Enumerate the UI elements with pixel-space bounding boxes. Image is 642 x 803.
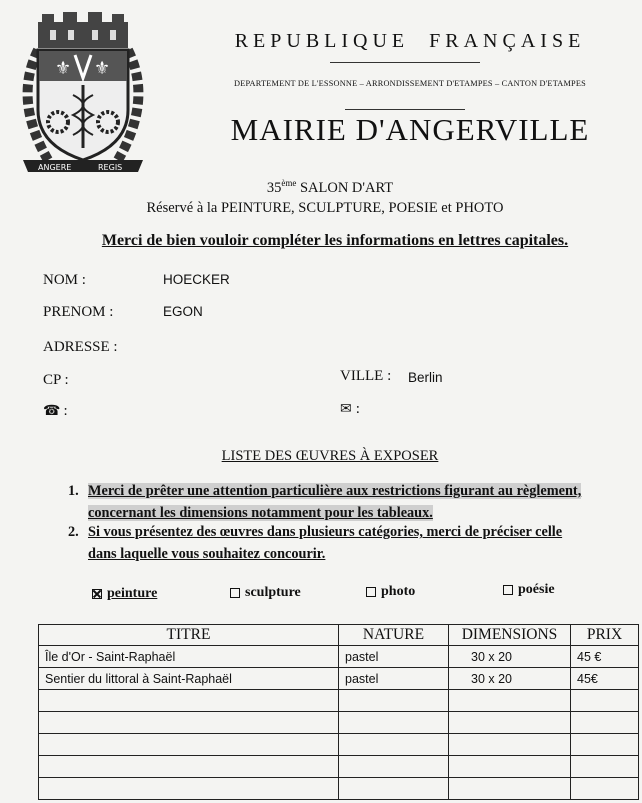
cell-titre[interactable] (39, 690, 339, 712)
coat-of-arms-logo (8, 10, 158, 175)
cell-dimensions[interactable] (449, 756, 571, 778)
ville-label: VILLE : (340, 368, 392, 384)
note-text: concernant les dimensions notamment pour les tableaux. (88, 505, 433, 521)
col-header-nature: NATURE (339, 625, 449, 646)
header-divider (345, 109, 465, 110)
salon-number-suffix: ème (281, 178, 297, 188)
checked-box-icon[interactable] (92, 589, 102, 599)
crest-motto-right: REGIS (98, 163, 123, 172)
table-row (39, 778, 639, 800)
instruction-heading: Merci de bien vouloir compléter les informations en lettres capitales. (101, 232, 569, 249)
cell-nature[interactable] (339, 712, 449, 734)
category-photo[interactable] (366, 584, 415, 600)
table-row (39, 734, 639, 756)
works-list-title: LISTE DES ŒUVRES À EXPOSER (221, 448, 439, 464)
cell-dimensions[interactable] (449, 778, 571, 800)
nom-label: NOM : (43, 272, 86, 288)
cell-prix[interactable] (571, 756, 639, 778)
category-label: sculpture (245, 585, 301, 600)
email-label: : (355, 401, 360, 417)
cell-dimensions[interactable]: 30 x 20 (449, 646, 571, 668)
email-row (340, 401, 360, 418)
cell-titre[interactable]: Sentier du littoral à Saint-Raphaël (39, 668, 339, 690)
cell-nature[interactable]: pastel (339, 646, 449, 668)
note-text: dans laquelle vous souhaitez concourir. (88, 546, 326, 562)
nom-field[interactable]: HOECKER (163, 272, 230, 287)
table-row (39, 646, 639, 668)
note-text: Si vous présentez des œuvres dans plusieurs catégories, merci de préciser celle (88, 524, 563, 540)
salon-title (120, 178, 540, 197)
table-row (39, 712, 639, 734)
phone-icon: ☎ (43, 404, 61, 419)
col-header-titre: TITRE (39, 625, 339, 646)
category-sculpture[interactable] (230, 585, 301, 601)
checkbox-icon[interactable] (366, 587, 376, 597)
envelope-icon: ✉ (340, 402, 352, 417)
col-header-prix: PRIX (571, 625, 639, 646)
cell-dimensions[interactable]: 30 x 20 (449, 668, 571, 690)
cell-prix[interactable] (571, 712, 639, 734)
cell-dimensions[interactable] (449, 734, 571, 756)
note-number: 1. (68, 483, 79, 499)
cell-titre[interactable]: Île d'Or - Saint-Raphaël (39, 646, 339, 668)
category-label: poésie (518, 582, 555, 597)
note-number: 2. (68, 524, 79, 540)
note-2 (68, 521, 628, 565)
cell-prix[interactable]: 45€ (571, 668, 639, 690)
republic-title: REPUBLIQUE FRANÇAISE (234, 30, 586, 52)
col-header-dimensions: DIMENSIONS (449, 625, 571, 646)
category-label: photo (381, 584, 416, 599)
cell-nature[interactable] (339, 734, 449, 756)
svg-text:⚜: ⚜ (94, 58, 111, 79)
crest-motto-left: ANGERE (38, 163, 72, 172)
note-1 (68, 480, 628, 524)
salon-number: 35 (266, 179, 282, 196)
cell-nature[interactable]: pastel (339, 668, 449, 690)
works-table (38, 624, 639, 800)
phone-label: : (63, 403, 68, 419)
category-poesie[interactable] (503, 582, 555, 598)
cell-prix[interactable]: 45 € (571, 646, 639, 668)
note-text: Merci de prêter une attention particulière aux restrictions figurant au règlement, (88, 483, 582, 499)
cell-prix[interactable] (571, 778, 639, 800)
cell-prix[interactable] (571, 690, 639, 712)
cell-dimensions[interactable] (449, 690, 571, 712)
header-divider (330, 62, 480, 63)
salon-reserved: Réservé à la PEINTURE, SCULPTURE, POESIE et PHOTO (146, 200, 504, 216)
checkbox-icon[interactable] (230, 588, 240, 598)
cell-titre[interactable] (39, 778, 339, 800)
cell-titre[interactable] (39, 712, 339, 734)
cell-dimensions[interactable] (449, 712, 571, 734)
svg-text:⚜: ⚜ (55, 58, 72, 79)
salon-name: SALON D'ART (296, 179, 394, 196)
phone-row (43, 403, 68, 420)
table-row (39, 668, 639, 690)
cell-nature[interactable] (339, 690, 449, 712)
adresse-label: ADRESSE : (43, 339, 118, 355)
cell-nature[interactable] (339, 778, 449, 800)
cell-titre[interactable] (39, 734, 339, 756)
table-row (39, 756, 639, 778)
cp-label: CP : (43, 372, 69, 388)
table-header-row (39, 625, 639, 646)
cell-nature[interactable] (339, 756, 449, 778)
category-label: peinture (107, 586, 158, 601)
cell-prix[interactable] (571, 734, 639, 756)
category-peinture[interactable] (92, 586, 171, 602)
prenom-field[interactable]: EGON (163, 304, 203, 319)
cell-titre[interactable] (39, 756, 339, 778)
prenom-label: PRENOM : (43, 304, 114, 320)
mairie-title: MAIRIE D'ANGERVILLE (230, 112, 590, 147)
ville-field[interactable]: Berlin (408, 370, 443, 385)
checkbox-icon[interactable] (503, 585, 513, 595)
table-row (39, 690, 639, 712)
department-line: DEPARTEMENT DE L'ESSONNE – ARRONDISSEMENT D'ETAMPES – CANTON D'ETAMPES (234, 79, 586, 88)
